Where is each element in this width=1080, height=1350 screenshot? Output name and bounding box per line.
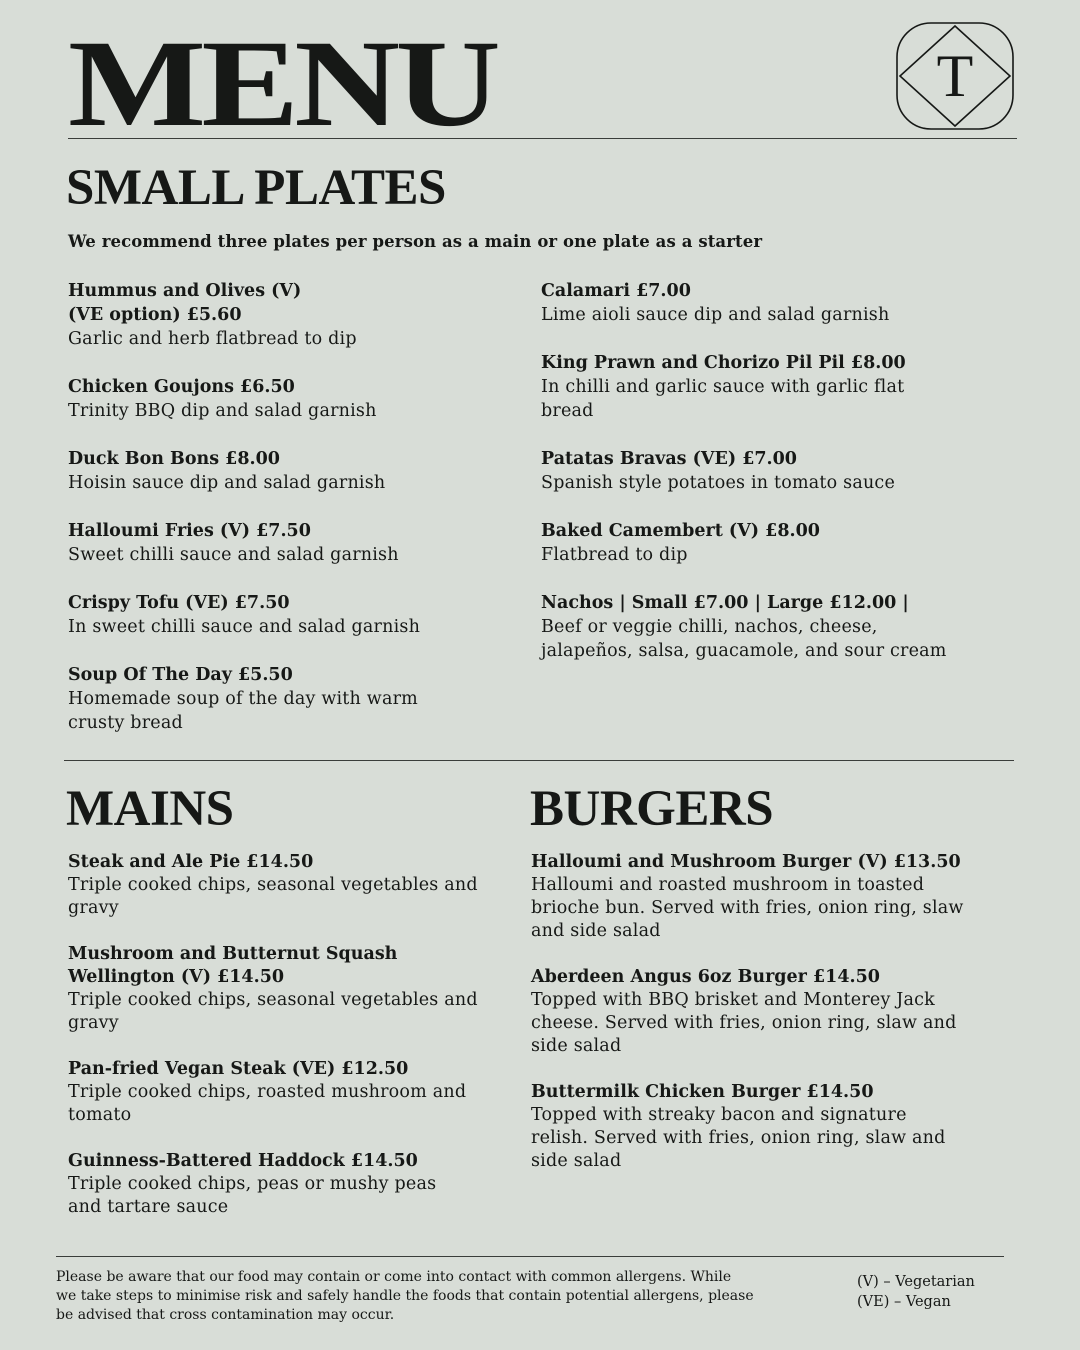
small-plates-left-column <box>68 279 508 735</box>
logo-letter: T <box>936 43 974 109</box>
legend-entry: (VE) – Vegan <box>857 1294 951 1310</box>
menu-item-description: and tartare sauce <box>68 1197 229 1217</box>
legend-entry: (V) – Vegetarian <box>857 1274 975 1290</box>
menu-item <box>541 519 1011 567</box>
menu-item-description: Hoisin sauce dip and salad garnish <box>68 473 386 493</box>
menu-item-description: gravy <box>68 1013 119 1033</box>
menu-item-description: Halloumi and roasted mushroom in toasted <box>531 875 925 895</box>
menu-item-name: Hummus and Olives (V) <box>68 281 302 301</box>
menu-item-name: Mushroom and Butternut Squash <box>68 944 398 964</box>
menu-item-description: jalapeños, salsa, guacamole, and sour cream <box>541 641 947 661</box>
menu-item <box>541 279 1011 327</box>
menu-item-description: Garlic and herb flatbread to dip <box>68 329 357 349</box>
menu-item-description: gravy <box>68 898 119 918</box>
menu-item-description: Sweet chilli sauce and salad garnish <box>68 545 399 565</box>
menu-item <box>68 519 508 567</box>
small-plates-right-column <box>541 279 1011 663</box>
menu-item-description: tomato <box>68 1105 132 1125</box>
menu-item <box>68 1058 508 1127</box>
menu-item-description: Triple cooked chips, seasonal vegetables and <box>68 990 478 1010</box>
menu-item-description: Lime aioli sauce dip and salad garnish <box>541 305 890 325</box>
menu-item-name: Crispy Tofu (VE) £7.50 <box>68 593 290 613</box>
menu-item <box>531 1081 1011 1173</box>
menu-item-description: Topped with streaky bacon and signature <box>531 1105 907 1125</box>
menu-item <box>541 447 1011 495</box>
menu-item <box>541 591 1011 663</box>
dietary-legend <box>857 1272 975 1312</box>
mains-column <box>68 851 508 1219</box>
menu-item <box>531 966 1011 1058</box>
menu-item-description: Beef or veggie chilli, nachos, cheese, <box>541 617 878 637</box>
menu-item-description: brioche bun. Served with fries, onion ring, slaw <box>531 898 964 918</box>
allergen-line: we take steps to minimise risk and safely handle the foods that contain potential allergens, please <box>56 1288 754 1304</box>
menu-item-description: side salad <box>531 1151 622 1171</box>
menu-item-description: and side salad <box>531 921 661 941</box>
menu-item-description: Trinity BBQ dip and salad garnish <box>68 401 377 421</box>
menu-item-description: In chilli and garlic sauce with garlic flat <box>541 377 905 397</box>
menu-item-name: (VE option) £5.60 <box>68 305 242 325</box>
menu-item-description: crusty bread <box>68 713 183 733</box>
menu-item-description: Triple cooked chips, peas or mushy peas <box>68 1174 437 1194</box>
menu-item-description: side salad <box>531 1036 622 1056</box>
menu-item-name: Aberdeen Angus 6oz Burger £14.50 <box>531 967 880 987</box>
allergen-line: Please be aware that our food may contain or come into contact with common allergens. While <box>56 1269 732 1285</box>
menu-item-name: Halloumi and Mushroom Burger (V) £13.50 <box>531 852 961 872</box>
mains-title: MAINS <box>66 781 234 837</box>
menu-item-description: Flatbread to dip <box>541 545 688 565</box>
menu-item-description: bread <box>541 401 594 421</box>
menu-item-description: Homemade soup of the day with warm <box>68 689 418 709</box>
menu-item-name: Chicken Goujons £6.50 <box>68 377 295 397</box>
menu-item <box>68 851 508 920</box>
small-plates-title: SMALL PLATES <box>66 160 446 216</box>
menu-item-name: Calamari £7.00 <box>541 281 691 301</box>
menu-item-name: Wellington (V) £14.50 <box>68 967 285 987</box>
burgers-column <box>531 851 1011 1173</box>
menu-item-name: Steak and Ale Pie £14.50 <box>68 852 314 872</box>
menu-item-name: Guinness-Battered Haddock £14.50 <box>68 1151 418 1171</box>
allergen-notice <box>56 1268 826 1325</box>
menu-item <box>531 851 1011 943</box>
allergen-line: be advised that cross contamination may occur. <box>56 1307 395 1323</box>
menu-item-description: In sweet chilli sauce and salad garnish <box>68 617 421 637</box>
footer-rule <box>56 1256 1004 1257</box>
menu-item-name: Baked Camembert (V) £8.00 <box>541 521 820 541</box>
menu-item-name: Pan-fried Vegan Steak (VE) £12.50 <box>68 1059 409 1079</box>
menu-item-name: Nachos | Small £7.00 | Large £12.00 | <box>541 593 909 613</box>
menu-item-name: King Prawn and Chorizo Pil Pil £8.00 <box>541 353 906 373</box>
trinity-logo-icon <box>894 20 1016 132</box>
burgers-title: BURGERS <box>530 781 774 837</box>
menu-item-name: Duck Bon Bons £8.00 <box>68 449 280 469</box>
section-rule <box>64 760 1014 761</box>
menu-item <box>68 943 508 1035</box>
menu-title: MENU <box>68 15 497 152</box>
menu-item-description: Topped with BBQ brisket and Monterey Jack <box>531 990 935 1010</box>
small-plates-intro: We recommend three plates per person as a main or one plate as a starter <box>68 232 763 251</box>
menu-item <box>68 279 508 351</box>
menu-item <box>541 351 1011 423</box>
menu-item-description: Spanish style potatoes in tomato sauce <box>541 473 895 493</box>
menu-item-name: Soup Of The Day £5.50 <box>68 665 293 685</box>
menu-item-description: cheese. Served with fries, onion ring, slaw and <box>531 1013 957 1033</box>
menu-item-name: Patatas Bravas (VE) £7.00 <box>541 449 797 469</box>
menu-item <box>68 447 508 495</box>
menu-item <box>68 375 508 423</box>
header-rule <box>68 138 1017 139</box>
menu-item-description: Triple cooked chips, seasonal vegetables and <box>68 875 478 895</box>
menu-item <box>68 1150 508 1219</box>
menu-item-name: Halloumi Fries (V) £7.50 <box>68 521 311 541</box>
menu-item-description: relish. Served with fries, onion ring, slaw and <box>531 1128 946 1148</box>
menu-item <box>68 663 508 735</box>
menu-item <box>68 591 508 639</box>
menu-item-name: Buttermilk Chicken Burger £14.50 <box>531 1082 874 1102</box>
menu-item-description: Triple cooked chips, roasted mushroom and <box>68 1082 467 1102</box>
